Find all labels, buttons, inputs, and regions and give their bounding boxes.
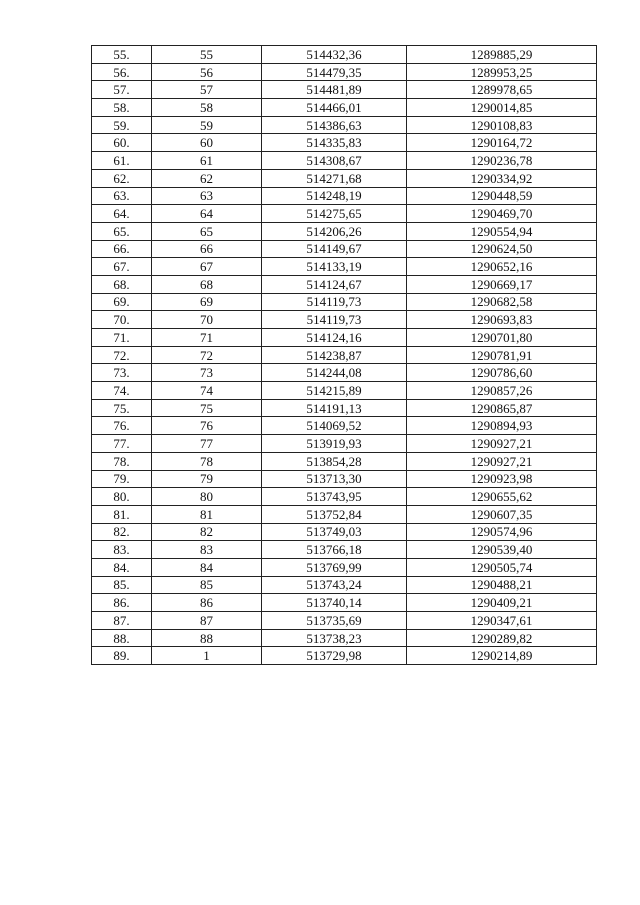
row-number-cell: 85.: [92, 576, 152, 594]
point-number-cell: 84: [152, 558, 262, 576]
table-row: [92, 134, 597, 152]
x-coordinate-cell: 514271,68: [262, 169, 407, 187]
row-number-cell: 62.: [92, 169, 152, 187]
row-number-cell: 69.: [92, 293, 152, 311]
y-coordinate-cell: 1290334,92: [407, 169, 597, 187]
table-row: [92, 169, 597, 187]
table-row: [92, 523, 597, 541]
table-row: [92, 99, 597, 117]
row-number-cell: 59.: [92, 116, 152, 134]
point-number-cell: 63: [152, 187, 262, 205]
x-coordinate-cell: 514215,89: [262, 382, 407, 400]
table-row: [92, 576, 597, 594]
y-coordinate-cell: 1290682,58: [407, 293, 597, 311]
x-coordinate-cell: 514275,65: [262, 205, 407, 223]
point-number-cell: 77: [152, 435, 262, 453]
table-row: [92, 346, 597, 364]
x-coordinate-cell: 514119,73: [262, 293, 407, 311]
x-coordinate-cell: 514481,89: [262, 81, 407, 99]
point-number-cell: 57: [152, 81, 262, 99]
row-number-cell: 64.: [92, 205, 152, 223]
point-number-cell: 64: [152, 205, 262, 223]
row-number-cell: 78.: [92, 452, 152, 470]
y-coordinate-cell: 1290693,83: [407, 311, 597, 329]
row-number-cell: 76.: [92, 417, 152, 435]
table-row: [92, 399, 597, 417]
x-coordinate-cell: 513743,95: [262, 488, 407, 506]
x-coordinate-cell: 514206,26: [262, 222, 407, 240]
x-coordinate-cell: 514466,01: [262, 99, 407, 117]
row-number-cell: 57.: [92, 81, 152, 99]
y-coordinate-cell: 1290236,78: [407, 152, 597, 170]
point-number-cell: 67: [152, 258, 262, 276]
point-number-cell: 87: [152, 612, 262, 630]
x-coordinate-cell: 513713,30: [262, 470, 407, 488]
row-number-cell: 88.: [92, 629, 152, 647]
x-coordinate-cell: 514386,63: [262, 116, 407, 134]
table-row: [92, 311, 597, 329]
point-number-cell: 88: [152, 629, 262, 647]
x-coordinate-cell: 514238,87: [262, 346, 407, 364]
table-row: [92, 152, 597, 170]
row-number-cell: 72.: [92, 346, 152, 364]
row-number-cell: 80.: [92, 488, 152, 506]
row-number-cell: 61.: [92, 152, 152, 170]
table-row: [92, 417, 597, 435]
point-number-cell: 69: [152, 293, 262, 311]
y-coordinate-cell: 1290669,17: [407, 275, 597, 293]
y-coordinate-cell: 1290923,98: [407, 470, 597, 488]
y-coordinate-cell: 1290574,96: [407, 523, 597, 541]
y-coordinate-cell: 1290927,21: [407, 452, 597, 470]
table-row: [92, 275, 597, 293]
y-coordinate-cell: 1290488,21: [407, 576, 597, 594]
point-number-cell: 72: [152, 346, 262, 364]
point-number-cell: 71: [152, 329, 262, 347]
y-coordinate-cell: 1290014,85: [407, 99, 597, 117]
table-row: [92, 558, 597, 576]
table-row: [92, 470, 597, 488]
row-number-cell: 58.: [92, 99, 152, 117]
y-coordinate-cell: 1290652,16: [407, 258, 597, 276]
y-coordinate-cell: 1289978,65: [407, 81, 597, 99]
x-coordinate-cell: 514124,67: [262, 275, 407, 293]
table-row: [92, 452, 597, 470]
y-coordinate-cell: 1290655,62: [407, 488, 597, 506]
point-number-cell: 68: [152, 275, 262, 293]
point-number-cell: 74: [152, 382, 262, 400]
row-number-cell: 56.: [92, 63, 152, 81]
point-number-cell: 62: [152, 169, 262, 187]
y-coordinate-cell: 1290505,74: [407, 558, 597, 576]
x-coordinate-cell: 514335,83: [262, 134, 407, 152]
table-row: [92, 205, 597, 223]
row-number-cell: 86.: [92, 594, 152, 612]
row-number-cell: 63.: [92, 187, 152, 205]
coordinates-table-body: [92, 46, 597, 665]
table-row: [92, 293, 597, 311]
table-row: [92, 329, 597, 347]
x-coordinate-cell: 514244,08: [262, 364, 407, 382]
row-number-cell: 81.: [92, 505, 152, 523]
table-row: [92, 647, 597, 665]
row-number-cell: 82.: [92, 523, 152, 541]
table-row: [92, 116, 597, 134]
x-coordinate-cell: 514308,67: [262, 152, 407, 170]
y-coordinate-cell: 1290164,72: [407, 134, 597, 152]
y-coordinate-cell: 1290409,21: [407, 594, 597, 612]
row-number-cell: 70.: [92, 311, 152, 329]
point-number-cell: 79: [152, 470, 262, 488]
point-number-cell: 73: [152, 364, 262, 382]
point-number-cell: 55: [152, 46, 262, 64]
y-coordinate-cell: 1290624,50: [407, 240, 597, 258]
y-coordinate-cell: 1290607,35: [407, 505, 597, 523]
table-row: [92, 629, 597, 647]
row-number-cell: 79.: [92, 470, 152, 488]
x-coordinate-cell: 514133,19: [262, 258, 407, 276]
x-coordinate-cell: 514191,13: [262, 399, 407, 417]
y-coordinate-cell: 1289885,29: [407, 46, 597, 64]
row-number-cell: 67.: [92, 258, 152, 276]
y-coordinate-cell: 1290786,60: [407, 364, 597, 382]
x-coordinate-cell: 513743,24: [262, 576, 407, 594]
y-coordinate-cell: 1290214,89: [407, 647, 597, 665]
row-number-cell: 74.: [92, 382, 152, 400]
x-coordinate-cell: 513729,98: [262, 647, 407, 665]
point-number-cell: 1: [152, 647, 262, 665]
x-coordinate-cell: 513740,14: [262, 594, 407, 612]
y-coordinate-cell: 1290927,21: [407, 435, 597, 453]
x-coordinate-cell: 514119,73: [262, 311, 407, 329]
y-coordinate-cell: 1290289,82: [407, 629, 597, 647]
x-coordinate-cell: 514124,16: [262, 329, 407, 347]
y-coordinate-cell: 1290108,83: [407, 116, 597, 134]
row-number-cell: 77.: [92, 435, 152, 453]
point-number-cell: 83: [152, 541, 262, 559]
x-coordinate-cell: 513738,23: [262, 629, 407, 647]
table-row: [92, 594, 597, 612]
point-number-cell: 80: [152, 488, 262, 506]
table-row: [92, 46, 597, 64]
row-number-cell: 65.: [92, 222, 152, 240]
table-row: [92, 63, 597, 81]
x-coordinate-cell: 514069,52: [262, 417, 407, 435]
point-number-cell: 58: [152, 99, 262, 117]
row-number-cell: 84.: [92, 558, 152, 576]
y-coordinate-cell: 1290701,80: [407, 329, 597, 347]
x-coordinate-cell: 514149,67: [262, 240, 407, 258]
table-row: [92, 382, 597, 400]
point-number-cell: 65: [152, 222, 262, 240]
point-number-cell: 86: [152, 594, 262, 612]
y-coordinate-cell: 1290857,26: [407, 382, 597, 400]
y-coordinate-cell: 1290448,59: [407, 187, 597, 205]
table-row: [92, 222, 597, 240]
row-number-cell: 55.: [92, 46, 152, 64]
table-row: [92, 612, 597, 630]
row-number-cell: 60.: [92, 134, 152, 152]
y-coordinate-cell: 1290347,61: [407, 612, 597, 630]
x-coordinate-cell: 513769,99: [262, 558, 407, 576]
y-coordinate-cell: 1289953,25: [407, 63, 597, 81]
y-coordinate-cell: 1290894,93: [407, 417, 597, 435]
table-row: [92, 258, 597, 276]
x-coordinate-cell: 513766,18: [262, 541, 407, 559]
point-number-cell: 60: [152, 134, 262, 152]
x-coordinate-cell: 513735,69: [262, 612, 407, 630]
y-coordinate-cell: 1290539,40: [407, 541, 597, 559]
row-number-cell: 83.: [92, 541, 152, 559]
point-number-cell: 56: [152, 63, 262, 81]
y-coordinate-cell: 1290469,70: [407, 205, 597, 223]
table-row: [92, 240, 597, 258]
y-coordinate-cell: 1290865,87: [407, 399, 597, 417]
table-row: [92, 364, 597, 382]
table-row: [92, 505, 597, 523]
point-number-cell: 81: [152, 505, 262, 523]
row-number-cell: 68.: [92, 275, 152, 293]
point-number-cell: 78: [152, 452, 262, 470]
table-row: [92, 541, 597, 559]
point-number-cell: 70: [152, 311, 262, 329]
point-number-cell: 82: [152, 523, 262, 541]
row-number-cell: 75.: [92, 399, 152, 417]
point-number-cell: 61: [152, 152, 262, 170]
point-number-cell: 85: [152, 576, 262, 594]
y-coordinate-cell: 1290781,91: [407, 346, 597, 364]
row-number-cell: 66.: [92, 240, 152, 258]
point-number-cell: 59: [152, 116, 262, 134]
x-coordinate-cell: 514248,19: [262, 187, 407, 205]
x-coordinate-cell: 513919,93: [262, 435, 407, 453]
table-row: [92, 187, 597, 205]
row-number-cell: 71.: [92, 329, 152, 347]
point-number-cell: 76: [152, 417, 262, 435]
point-number-cell: 66: [152, 240, 262, 258]
table-row: [92, 81, 597, 99]
point-number-cell: 75: [152, 399, 262, 417]
x-coordinate-cell: 514432,36: [262, 46, 407, 64]
table-row: [92, 435, 597, 453]
x-coordinate-cell: 513752,84: [262, 505, 407, 523]
x-coordinate-cell: 513854,28: [262, 452, 407, 470]
x-coordinate-cell: 514479,35: [262, 63, 407, 81]
table-row: [92, 488, 597, 506]
row-number-cell: 73.: [92, 364, 152, 382]
y-coordinate-cell: 1290554,94: [407, 222, 597, 240]
coordinates-table: [91, 45, 597, 665]
row-number-cell: 87.: [92, 612, 152, 630]
x-coordinate-cell: 513749,03: [262, 523, 407, 541]
row-number-cell: 89.: [92, 647, 152, 665]
